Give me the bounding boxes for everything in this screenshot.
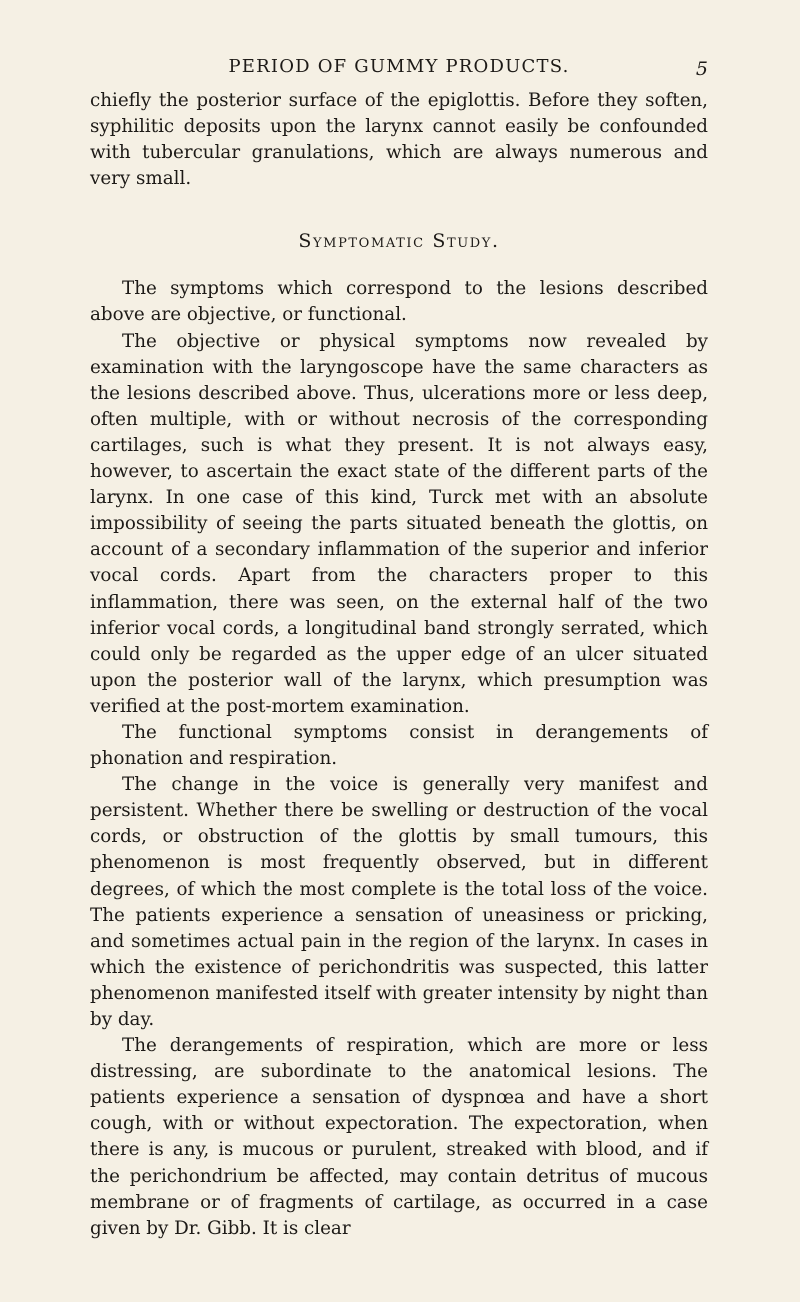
paragraph-voice-change: The change in the voice is generally very manifest and persistent. Whether there be swelling or destruction of the vocal cords, or obstruction of the glottis by small tumours, this phenomenon is most frequently observed, but in different degrees, of which the most complete is the total loss of the voice. The patients experience a sensation of uneasiness or pricking, and sometimes actual pain in the region of the larynx. In cases in which the existence of perichondritis was suspected, this latter phenomenon manifested itself with greater intensity by night than by day. (90, 774, 708, 1030)
paragraph-symptoms-intro: The symptoms which correspond to the lesions described above are objective, or functional. (90, 278, 708, 326)
paragraph-functional-symptoms: The functional symptoms consist in derangements of phonation and respiration. (90, 721, 708, 770)
paragraph-objective-symptoms: The objective or physical symptoms now revealed by examination with the laryngoscope have the same characters as the lesions described above. Thus, ulcerations more or less deep, often multiple, with or without necrosis of the corresponding cartilages, such is what they present. It is not always easy, however, to ascertain the exact state of the different parts of the larynx. In one case of this kind, Turck met with an absolute impossibility of seeing the parts situated beneath the glottis, on account of a secondary inflammation of the superior and inferior vocal cords. Apart from the characters proper to this inflammation, there was seen, on the external half of the two inferior vocal cords, a longitudinal band strongly serrated, which could only be regarded as the upper edge of an ulcer situated upon the posterior wall of the larynx, which presumption was verified at the post-mortem examination. (90, 330, 708, 717)
paragraph-respiration: The derangements of respiration, which are more or less distressing, are subordinate to the anatomical lesions. The patients experience a sensation of dyspnœa and have a short cough, with or without expectoration. The expectoration, when there is any, is mucous or purulent, streaked with blood, and if the perichondrium be affected, may contain detritus of mucous membrane or of fragments of cartilage, as occurred in a case given by Dr. Gibb. It is clear (90, 1035, 708, 1239)
page-number: 5 (695, 58, 708, 80)
paragraph-continuation: chiefly the posterior surface of the epiglottis. Before they soften, syphilitic deposits upon the larynx cannot easily be confounded with tubercular granulations, which are always numerous and very small. (90, 90, 708, 190)
page-body (90, 88, 708, 1242)
page-header (90, 56, 708, 80)
running-title: PERIOD OF GUMMY PRODUCTS. (228, 56, 570, 77)
section-heading: Symptomatic Study. (298, 230, 500, 253)
